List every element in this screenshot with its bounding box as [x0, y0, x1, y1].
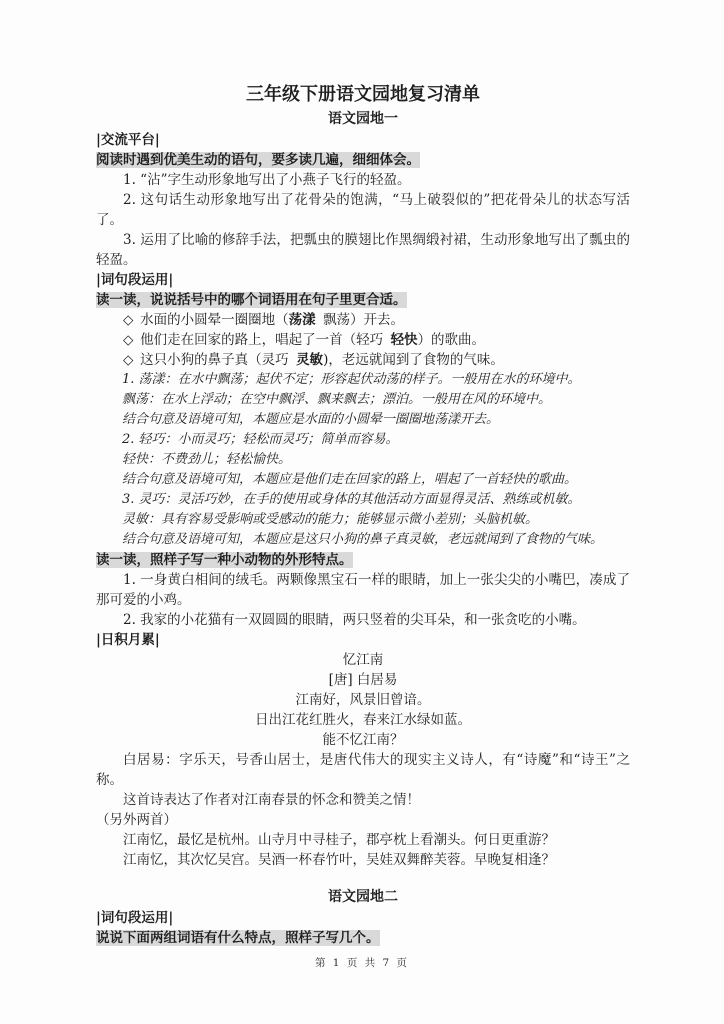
- poem-title: 忆江南: [342, 652, 384, 668]
- poem-line: 日出江花红胜火，春来江水绿如蓝。: [255, 712, 471, 728]
- poem-line: 能不忆江南？: [322, 732, 404, 748]
- unit2-heading: 语文园地二: [328, 889, 398, 905]
- highlighted-instruction: 说说下面两组词语有什么特点，照样子写几个。: [96, 930, 380, 946]
- choice-text-pre: 这只小狗的鼻子真（: [140, 352, 262, 368]
- extra-poem: 江南忆，其次忆吴宫。吴酒一杯春竹叶，吴娃双舞醉芙蓉。早晚复相逢？: [123, 852, 555, 868]
- section-header-words2: |词句段运用|: [96, 910, 174, 926]
- analysis-line: 结合句意及语境可知，本题应是这只小狗的鼻子真灵敏，老远就闻到了食物的气味。: [122, 532, 604, 547]
- page-footer: 第 1 页 共 7 页: [314, 957, 410, 969]
- document-content: [96, 82, 630, 948]
- analysis-line: 轻快：不费劲儿；轻松愉快。: [122, 452, 292, 467]
- words-instruction2-line: [96, 550, 630, 570]
- exchange-instruction-line: [96, 150, 630, 170]
- document-title: 三年级下册语文园地复习清单: [246, 84, 480, 105]
- choice-text-pre: 水面的小圆晕一圈圈地（: [140, 312, 289, 328]
- highlighted-instruction: 读一读，照样子写一种小动物的外形特点。: [96, 552, 353, 568]
- unit2-section: [96, 886, 630, 948]
- analysis-line: 2. 轻巧：小而灵巧；轻松而灵巧；简单而容易。: [122, 432, 399, 447]
- choice-text-post: )，老远就闻到了食物的气味。: [323, 352, 504, 368]
- analysis-line: 灵敏：具有容易受影响或受感动的能力；能够显示微小差别；头脑机敏。: [122, 512, 539, 527]
- diamond-bullet-icon: ◇: [123, 352, 134, 368]
- unit1-heading: 语文园地一: [328, 111, 398, 127]
- animal-example: 1. 一身黄白相间的绒毛。两颗像黑宝石一样的眼睛，加上一张尖尖的小嘴巴，凑成了那可爱的小鸡。: [96, 572, 630, 608]
- choice-option-a: 灵巧: [261, 352, 289, 368]
- choice-text-post: ）开去。: [350, 312, 405, 328]
- highlighted-instruction: 阅读时遇到优美生动的语句，要多读几遍，细细体会。: [96, 152, 420, 168]
- animal-example: 2. 我家的小花猫有一双圆圆的眼睛，两只竖着的尖耳朵，和一张贪吃的小嘴。: [123, 612, 586, 628]
- poet-note: 白居易：字乐天，号香山居士，是唐代伟大的现实主义诗人，有“诗魔”和“诗王”之称。: [96, 752, 630, 788]
- exchange-point: 1. “沾”字生动形象地写出了小燕子飞行的轻盈。: [123, 172, 411, 188]
- poem-author: [唐] 白居易: [328, 672, 398, 688]
- section-header-accumulate: |日积月累|: [96, 632, 160, 648]
- analysis-line: 结合句意及语境可知，本题应是他们走在回家的路上，唱起了一首轻快的歌曲。: [122, 472, 578, 487]
- word-choice-item: [96, 330, 630, 350]
- analysis-line: 3. 灵巧：灵活巧妙，在手的使用或身体的其他活动方面显得灵活、熟练或机敏。: [122, 492, 581, 507]
- choice-option-a: 荡漾: [288, 312, 316, 328]
- choice-text-pre: 他们走在回家的路上，唱起了一首（: [140, 332, 357, 348]
- extra-poem: 江南忆，最忆是杭州。山寺月中寻桂子，郡亭枕上看潮头。何日更重游？: [123, 832, 555, 848]
- exchange-point: 3. 运用了比喻的修辞手法，把瓢虫的膜翅比作黑绸缎衬裙，生动形象地写出了瓢虫的轻盈。: [96, 232, 630, 268]
- section-header-words: |词句段运用|: [96, 272, 174, 288]
- analysis-line: 结合句意及语境可知，本题应是水面的小圆晕一圈圈地荡漾开去。: [122, 412, 500, 427]
- highlighted-instruction: 读一读，说说括号中的哪个词语用在句子里更合适。: [96, 292, 407, 308]
- word-choice-item: [96, 350, 630, 370]
- words-instruction-line: [96, 290, 630, 310]
- analysis-line: 飘荡：在水上浮动；在空中飘浮、飘来飘去；漂泊。一般用在风的环境中。: [122, 392, 552, 407]
- poem-meaning-note: 这首诗表达了作者对江南春景的怀念和赞美之情！: [123, 792, 420, 808]
- choice-option-b: 飘荡: [323, 312, 351, 328]
- choice-option-b: 灵敏: [296, 352, 324, 368]
- exchange-point: 2. 这句话生动形象地写出了花骨朵的饱满，“马上破裂似的”把花骨朵儿的状态写活了。: [96, 192, 630, 228]
- choice-option-a: 轻巧: [356, 332, 384, 348]
- word-choice-item: [96, 310, 630, 330]
- section-header-exchange: |交流平台|: [96, 132, 160, 148]
- words2-instruction-line: [96, 928, 630, 948]
- diamond-bullet-icon: ◇: [123, 312, 134, 328]
- extra-poems-label: （另外两首）: [96, 812, 177, 828]
- diamond-bullet-icon: ◇: [123, 332, 134, 348]
- choice-text-post: ）的歌曲。: [417, 332, 486, 348]
- choice-option-b: 轻快: [390, 332, 418, 348]
- poem-line: 江南好，风景旧曾谙。: [295, 692, 431, 708]
- analysis-line: 1. 荡漾：在水中飘荡；起伏不定；形容起伏动荡的样子。一般用在水的环境中。: [122, 372, 581, 387]
